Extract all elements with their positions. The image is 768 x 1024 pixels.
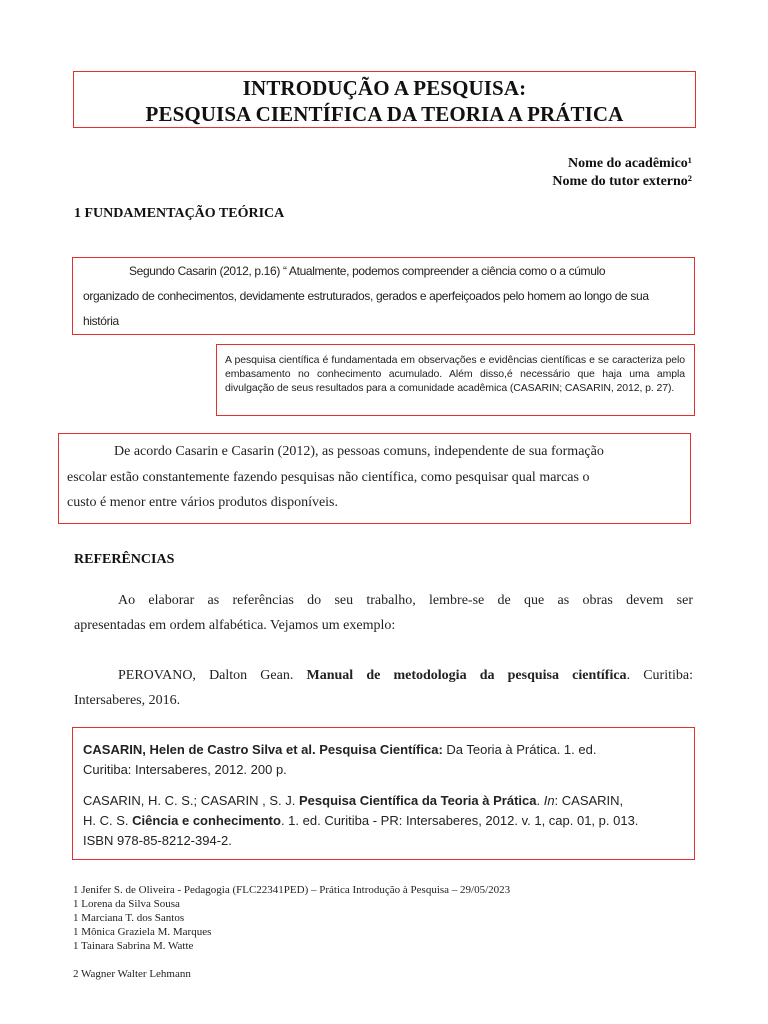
tutor-name: Nome do tutor externo² — [552, 174, 692, 189]
quote1-line-2: organizado de conhecimentos, devidamente estruturados, gerados e aperfeiçoados pelo homem ao longo de sua — [83, 289, 649, 303]
ref2-book-title: Ciência e conhecimento — [132, 813, 281, 828]
section-heading: 1 FUNDAMENTAÇÃO TEÓRICA — [74, 206, 285, 221]
example-reference-line-2: Intersaberes, 2016. — [74, 693, 181, 708]
title-box — [73, 71, 696, 128]
footnote-6: 2 Wagner Walter Lehmann — [73, 968, 191, 980]
example-ref-title: Manual de metodologia da pesquisa científica — [306, 668, 627, 683]
quote1-line-3: história — [83, 314, 119, 328]
title-line-2: PESQUISA CIENTÍFICA DA TEORIA A PRÁTICA — [145, 102, 624, 126]
quote-box-2 — [216, 344, 695, 416]
quote-box-1 — [72, 257, 695, 335]
ref2-line-1 — [83, 793, 623, 808]
ref2-line-2 — [83, 813, 638, 828]
title-line-1: INTRODUÇÃO A PESQUISA: — [242, 76, 527, 100]
paragraph-line-1: De acordo Casarin e Casarin (2012), as pessoas comuns, independente de sua formação — [114, 444, 604, 459]
footnote-3: 1 Marciana T. dos Santos — [73, 912, 185, 924]
paragraph-line-2: escolar estão constantemente fazendo pesquisas não científica, como pesquisar qual marcas o — [67, 470, 590, 485]
quote1-line-1: Segundo Casarin (2012, p.16) “ Atualmente, podemos compreender a ciência como o a cúmulo — [129, 264, 606, 278]
academic-name: Nome do acadêmico¹ — [568, 156, 692, 171]
example-ref-author: PEROVANO, Dalton Gean. — [118, 668, 307, 683]
ref2-publication: . 1. ed. Curitiba - PR: Intersaberes, 2012. v. 1, cap. 01, p. 013. — [280, 813, 639, 828]
example-reference-line-1 — [118, 668, 693, 684]
ref2-line-3: ISBN 978-85-8212-394-2. — [83, 833, 232, 848]
ref2-in: In — [543, 793, 555, 808]
references-box — [72, 727, 695, 860]
paragraph-line-3: custo é menor entre vários produtos disponíveis. — [67, 495, 339, 510]
quote2-text: A pesquisa científica é fundamentada em observações e evidências científicas e se caracteriza pelo embasamento no conhecimento acumulado. Além disso,é necessário que haja uma ampla divulgação de seus resultados para a comunidade acadêmica (CASARIN; CASARIN, 2012, p. 27). — [225, 354, 685, 394]
references-heading: REFERÊNCIAS — [74, 552, 175, 567]
ref1-line-1 — [83, 742, 596, 757]
footnote-1: 1 Jenifer S. de Oliveira - Pedagogia (FLC22341PED) – Prática Introdução à Pesquisa – 29/05/2023 — [73, 884, 511, 896]
ref1-rest: Da Teoria à Prática. 1. ed. — [442, 742, 597, 757]
footnote-2: 1 Lorena da Silva Sousa — [73, 898, 180, 910]
references-intro-line-1: Ao elaborar as referências do seu trabalho, lembre-se de que as obras devem ser — [118, 593, 693, 608]
paragraph-box — [58, 433, 691, 524]
ref1-bold: CASARIN, Helen de Castro Silva et al. Pesquisa Científica: — [83, 742, 443, 757]
ref2-sep: . — [536, 793, 544, 808]
references-intro-line-2: apresentadas em ordem alfabética. Vejamos um exemplo: — [74, 618, 396, 633]
ref2-authors: CASARIN, H. C. S.; CASARIN , S. J. — [83, 793, 299, 808]
example-ref-rest: . Curitiba: — [626, 668, 693, 683]
footnote-4: 1 Mônica Graziela M. Marques — [73, 926, 212, 938]
ref1-line-2: Curitiba: Intersaberes, 2012. 200 p. — [83, 762, 287, 777]
ref2-title: Pesquisa Científica da Teoria à Prática — [299, 793, 537, 808]
ref2-in-author: : CASARIN, — [554, 793, 624, 808]
ref2-initials: H. C. S. — [83, 813, 133, 828]
footnote-5: 1 Tainara Sabrina M. Watte — [73, 940, 194, 952]
